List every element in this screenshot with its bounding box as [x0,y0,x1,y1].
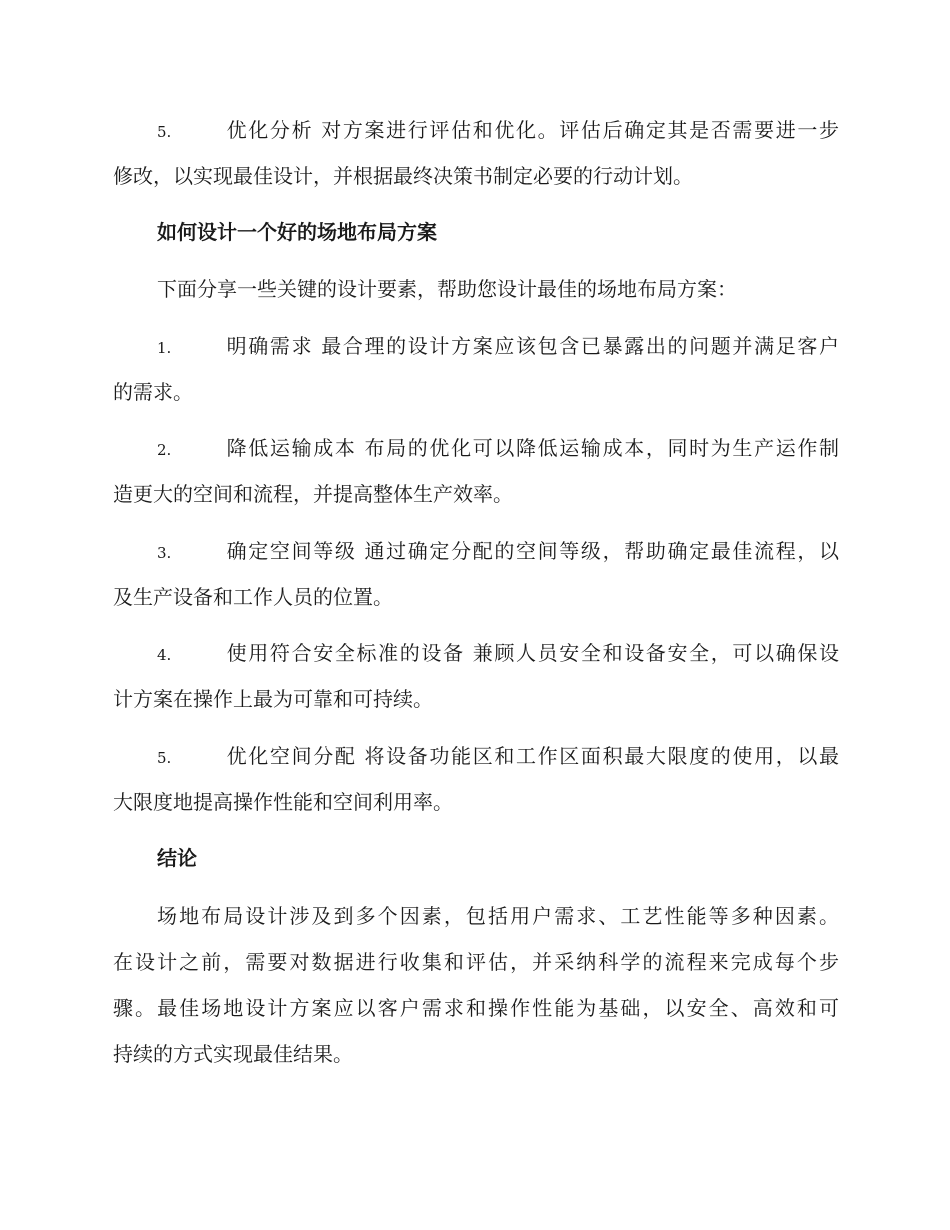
list-number: 3. [157,544,172,562]
conclusion-heading: 结论 [157,846,197,870]
list-item-5 [113,733,839,825]
list-text-line1: 优化空间分配 将设备功能区和工作区面积最大限度的使用，以最 [225,744,839,768]
list-text-line2: 计方案在操作上最为可靠和可持续。 [113,687,433,711]
list-number: 4. [157,646,172,664]
list-number: 2. [157,441,172,459]
list-item-3 [113,528,839,620]
list-text-line2: 的需求。 [113,380,193,404]
list-number: 5. [157,749,172,767]
list-text-line1: 使用符合安全标准的设备 兼顾人员安全和设备安全，可以确保设 [225,641,839,665]
conclusion-paragraph [113,893,839,1077]
list-item-4 [113,630,839,722]
intro-paragraph: 下面分享一些关键的设计要素，帮助您设计最佳的场地布局方案： [157,277,737,301]
list-text-line1: 降低运输成本 布局的优化可以降低运输成本，同时为生产运作制 [225,436,839,460]
list-text-line1: 确定空间等级 通过确定分配的空间等级，帮助确定最佳流程，以 [225,539,839,563]
list-text-line2: 造更大的空间和流程，并提高整体生产效率。 [113,482,513,506]
section-heading: 如何设计一个好的场地布局方案 [157,220,437,244]
list-item-1 [113,323,839,415]
list-text-line2: 修改，以实现最佳设计，并根据最终决策书制定必要的行动计划。 [113,164,693,188]
conclusion-line: 场地布局设计涉及到多个因素，包括用户需求、工艺性能等多种因素。 [157,904,839,928]
list-text-line1: 优化分析 对方案进行评估和优化。评估后确定其是否需要进一步 [225,118,839,142]
list-text-line2: 大限度地提高操作性能和空间利用率。 [113,790,453,814]
list-text-line1: 明确需求 最合理的设计方案应该包含已暴露出的问题并满足客户 [225,334,839,358]
list-item-prev-5 [113,107,839,199]
list-number: 5. [157,123,172,141]
list-text-line2: 及生产设备和工作人员的位置。 [113,585,393,609]
conclusion-line: 在设计之前，需要对数据进行收集和评估，并采纳科学的流程来完成每个步 [113,950,839,974]
list-item-2 [113,425,839,517]
conclusion-line: 持续的方式实现最佳结果。 [113,1042,353,1066]
conclusion-line: 骤。最佳场地设计方案应以客户需求和操作性能为基础，以安全、高效和可 [113,996,839,1020]
list-number: 1. [157,339,172,357]
